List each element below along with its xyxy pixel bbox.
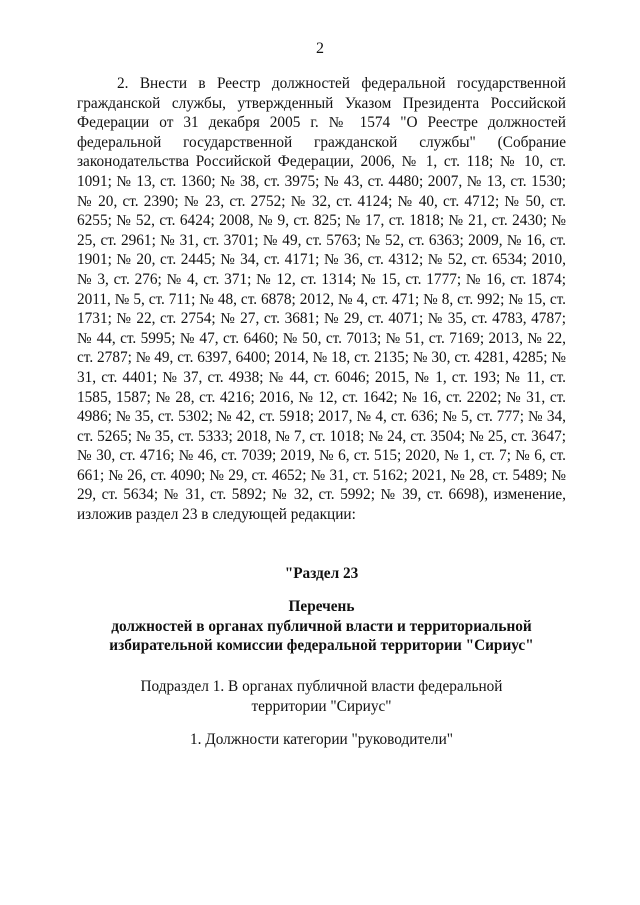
subsection-line-1: Подраздел 1. В органах публичной власти федеральной (140, 678, 503, 695)
page-number: 2 (316, 40, 324, 57)
amendment-paragraph: 2. Внести в Реестр должностей федеральной государственной гражданской службы, утвержденный Указом Президента Российской Федерации от 31 декабря 2005 г. № 1574 "О Реестре должностей федеральной государственной гражданской службы" (Собрание законодательства Российской Федерации, 2006, № 1, ст. 118; № 10, ст. 1091; № 13, ст. 1360; № 38, ст. 3975; № 43, ст. 4480; 2007, № 13, ст. 1530; № 20, ст. 2390; № 23, ст. 2752; № 32, ст. 4124; № 40, ст. 4712; № 50, ст. 6255; № 52, ст. 6424; 2008, № 9, ст. 825; № 17, ст. 1818; № 21, ст. 2430; № 25, ст. 2961; № 31, ст. 3701; № 49, ст. 5763; № 52, ст. 6363; 2009, № 16, ст. 1901; № 20, ст. 2445; № 34, ст. 4171; № 36, ст. 4312; № 52, ст. 6534; 2010, № 3, ст. 276; № 4, ст. 371; № 12, ст. 1314; № 15, ст. 1777; № 16, ст. 1874; 2011, № 5, ст. 711; № 48, ст. 6878; 2012, № 4, ст. 471; № 8, ст. 992; № 15, ст. 1731; № 22, ст. 2754; № 27, ст. 3681; № 29, ст. 4071; № 35, ст. 4783, 4787; № 44, ст. 5995; № 47, ст. 6460; № 50, ст. 7013; № 51, ст. 7169; 2013, № 22, ст. 2787; № 49, ст. 6397, 6400; 2014, № 18, ст. 2135; № 30, ст. 4281, 4285; № 31, ст. 4401; № 37, ст. 4938; № 44, ст. 6046; 2015, № 1, ст. 193; № 11, ст. 1585, 1587; № 28, ст. 4216; 2016, № 12, ст. 1642; № 16, ст. 2202; № 31, ст. 4986; № 35, ст. 5302; № 42, ст. 5918; 2017, № 4, ст. 636; № 5, ст. 777; № 34, ст. 5265; № 35, ст. 5333; 2018, № 7, ст. 1018; № 24, ст. 3504; № 25, ст. 3647; № 30, ст. 4716; № 46, ст. 7039; 2019, № 6, ст. 515; 2020, № 1, ст. 7; № 6, ст. 661; № 26, ст. 4090; № 29, ст. 4652; № 31, ст. 5162; 2021, № 28, ст. 5489; № 29, ст. 5634; № 31, ст. 5892; № 32, ст. 5992; № 39, ст. 6698), изменение, изложив раздел 23 в следующей редакции: (77, 75, 566, 524)
subsection-line-2: территории "Сириус" (251, 698, 392, 715)
heading-line-2: должностей в органах публичной власти и территориальной (111, 618, 532, 635)
category-heading: 1. Должности категории "руководители" (189, 731, 453, 748)
heading-line-1: Перечень (288, 598, 355, 615)
heading-line-3: избирательной комиссии федеральной территории "Сириус" (109, 637, 534, 654)
section-title: "Раздел 23 (284, 565, 359, 582)
